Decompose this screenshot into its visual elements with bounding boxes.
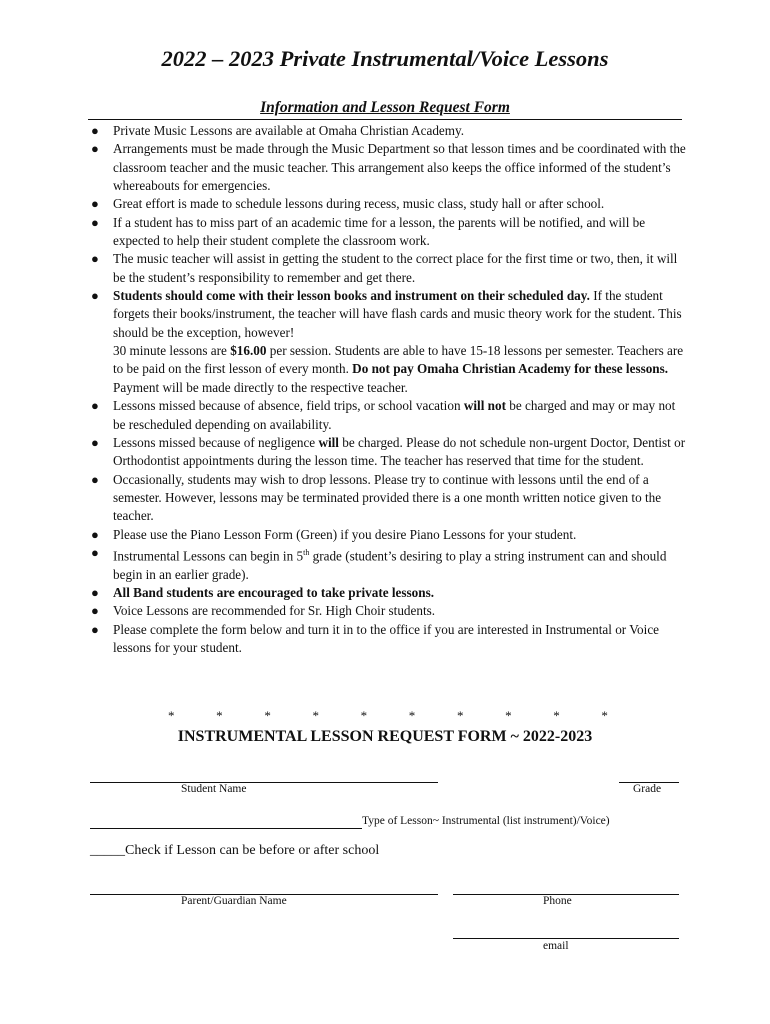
star-mark: * (360, 708, 368, 723)
phone-label: Phone (543, 895, 572, 907)
email-label: email (543, 940, 569, 952)
bullet-icon: ● (91, 584, 99, 600)
page-subtitle: Information and Lesson Request Form (260, 99, 510, 116)
list-item: ● All Band students are encouraged to take private lessons. (88, 584, 688, 602)
bullet-icon: ● (91, 196, 99, 212)
star-mark: * (216, 708, 223, 723)
list-item: ● Occasionally, students may wish to drop lessons. Please try to continue with lessons until the end of a semester. However, lessons may be terminated provided there is a one month written notice given to the teacher. (91, 471, 662, 524)
grade-label: Grade (633, 783, 662, 795)
lesson-type-label: Type of Lesson~ Instrumental (list instrument)/Voice) (362, 815, 610, 827)
list-item: ● Private Music Lessons are available at Omaha Christian Academy. (88, 122, 688, 140)
bullet-icon: ● (91, 288, 99, 304)
list-item: ● Lessons missed because of absence, field trips, or school vacation will not be charged and may or may not be rescheduled depending on availability. (91, 398, 676, 432)
list-item: ● Voice Lessons are recommended for Sr. High Choir students. (88, 602, 688, 620)
star-mark: * (505, 708, 512, 723)
star-divider (168, 708, 608, 724)
info-bullet-list (88, 122, 688, 657)
list-item: ● Instrumental Lessons can begin in 5th grade (student’s desiring to play a string instrument can and should begin in an earlier grade). (91, 544, 667, 582)
list-item: ● Great effort is made to schedule lessons during recess, music class, study hall or after school. (88, 195, 688, 213)
star-mark: * (264, 708, 271, 723)
bullet-icon: ● (91, 621, 99, 637)
before-after-checkbox[interactable]: _____Check if Lesson can be before or after school (90, 843, 380, 858)
star-mark: * (456, 708, 464, 723)
list-item: ● Please complete the form below and turn it in to the office if you are interested in Instrumental or Voice lessons for your student. (91, 621, 660, 656)
bullet-icon: ● (91, 434, 99, 450)
bullet-icon: ● (91, 603, 99, 619)
list-item: ● The music teacher will assist in getting the student to the correct place for the first time or two, then, it will be the student’s responsibility to remember and get there. (91, 251, 678, 285)
lesson-type-field[interactable] (90, 828, 362, 829)
bullet-icon: ● (91, 398, 99, 414)
star-mark: * (312, 708, 319, 723)
bullet-icon: ● (91, 251, 99, 267)
form-title: INSTRUMENTAL LESSON REQUEST FORM ~ 2022-2023 (177, 728, 593, 745)
list-item: ● If a student has to miss part of an academic time for a lesson, the parents will be notified, and will be expected to help their student complete the classroom work. (91, 214, 646, 249)
email-field[interactable] (453, 938, 679, 939)
star-mark: * (601, 708, 608, 723)
student-name-label: Student Name (181, 783, 247, 795)
bullet-icon: ● (91, 141, 99, 157)
header-rule (88, 119, 682, 120)
bullet-icon: ● (91, 544, 99, 560)
student-name-field[interactable] (90, 782, 438, 783)
parent-name-label: Parent/Guardian Name (181, 895, 287, 907)
star-mark: * (408, 708, 416, 723)
star-mark: * (168, 708, 175, 723)
list-item: ● Lessons missed because of negligence will be charged. Please do not schedule non-urgent Doctor, Dentist or Orthodontist appointments during the lesson time. The teacher has reserved that time for the student. (91, 434, 686, 469)
bullet-icon: ● (91, 526, 99, 542)
star-mark: * (553, 708, 560, 723)
bullet-icon: ● (91, 471, 99, 487)
before-after-label: Check if Lesson can be before or after school (125, 843, 380, 858)
page-title: 2022 – 2023 Private Instrumental/Voice Lessons (161, 46, 609, 71)
bullet-icon: ● (91, 214, 99, 230)
bullet-icon: ● (91, 123, 99, 138)
list-item: ● Students should come with their lesson books and instrument on their scheduled day. If the student forgets their books/instrument, the teacher will have flash cards and music theory work for the student. This should be the exception, however! 30 minute lessons are $16.00 per session. Students are able to have 15-18 lessons per semester. Teachers are to be paid on the first lesson of every month. Do not pay Omaha Christian Academy for these lessons. Payment will be made directly to the respective teacher. (91, 288, 684, 395)
list-item: ● Please use the Piano Lesson Form (Green) if you desire Piano Lessons for your student. (88, 526, 688, 544)
list-item: ● Arrangements must be made through the Music Department so that lesson times and be coordinated with the classroom teacher and the music teacher. This arrangement also keeps the office informed of the student’s whereabouts for emergencies. (91, 141, 686, 194)
